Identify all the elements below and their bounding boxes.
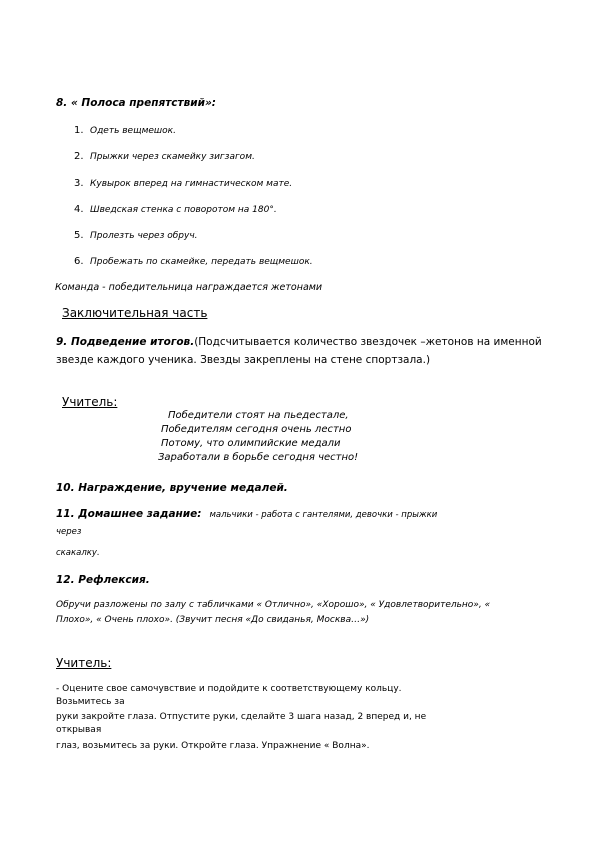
poem-line: Победители стоят на пьедестале,	[168, 410, 349, 421]
list-item	[74, 256, 313, 267]
poem-line: Потому, что олимпийские медали	[161, 438, 341, 449]
section-10-heading: 10. Награждение, вручение медалей.	[56, 482, 288, 494]
homework-text: мальчики - работа с гантелями, девочки - прыжки	[209, 510, 438, 520]
closing-line: открывая	[56, 725, 102, 735]
section-11-heading: 11. Домашнее задание:	[56, 508, 202, 520]
list-item-text: Шведская стенка с поворотом на 180°.	[90, 205, 277, 215]
closing-line: - Оцените свое самочувствие и подойдите к соответствующему кольцу.	[56, 684, 402, 694]
list-item-number: 1.	[74, 125, 84, 136]
teacher-label: Учитель:	[56, 656, 112, 670]
list-item-text: Прыжки через скамейку зигзагом.	[90, 152, 255, 162]
team-award-note: Команда - победительница награждается жетонами	[55, 282, 323, 293]
teacher-label: Учитель:	[62, 395, 118, 409]
list-item	[74, 178, 292, 189]
section-9-text: (Подсчитывается количество звездочек –жетонов на именной звезде каждого ученика. Звезды закреплены на стене спортзала.)	[56, 336, 542, 366]
section-12-heading: 12. Рефлексия.	[56, 574, 150, 586]
list-item-number: 6.	[74, 256, 84, 267]
list-item-number: 2.	[74, 151, 84, 162]
list-item-number: 4.	[74, 204, 84, 215]
section-11-line	[56, 508, 437, 520]
closing-line: глаз, возьмитесь за руки. Откройте глаза. Упражнение « Волна».	[56, 741, 370, 751]
list-item-number: 3.	[74, 178, 84, 189]
conclusion-heading: Заключительная часть	[62, 306, 208, 320]
section-8-heading: 8. « Полоса препятствий»:	[56, 97, 216, 109]
list-item	[74, 230, 198, 241]
list-item-number: 5.	[74, 230, 84, 241]
section-9-paragraph	[56, 333, 546, 369]
section-12-text: Обручи разложены по залу с табличками « Отлично», «Хорошо», « Удовлетворительно», « Плохо», « Очень плохо». (Звучит песня «До свиданья, Москва…»)	[56, 600, 491, 625]
list-item-text: Пробежать по скамейке, передать вещмешок.	[90, 257, 313, 267]
list-item	[74, 125, 176, 136]
homework-text-cont: через	[56, 527, 82, 537]
closing-line: руки закройте глаза. Отпустите руки, сделайте 3 шага назад, 2 вперед и, не	[56, 712, 427, 722]
homework-text-cont: скакалку.	[56, 548, 100, 558]
section-9-heading: 9. Подведение итогов.	[56, 336, 195, 348]
poem-line: Заработали в борьбе сегодня честно!	[158, 452, 359, 463]
list-item-text: Одеть вещмешок.	[90, 126, 176, 136]
poem-line: Победителям сегодня очень лестно	[161, 424, 352, 435]
list-item	[74, 204, 277, 215]
list-item-text: Пролезть через обруч.	[90, 231, 198, 241]
closing-line: Возьмитесь за	[56, 697, 125, 707]
list-item-text: Кувырок вперед на гимнастическом мате.	[90, 179, 293, 189]
list-item	[74, 151, 255, 162]
